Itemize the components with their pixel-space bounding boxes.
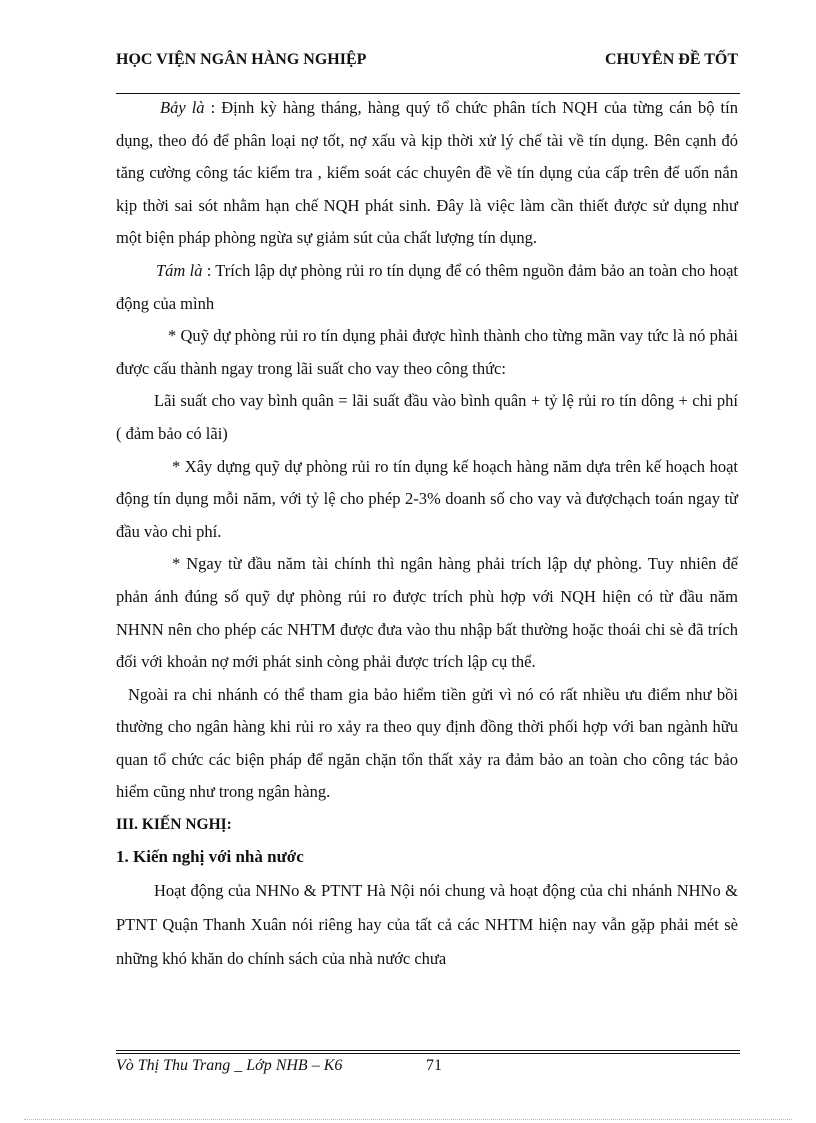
- paragraph-bay-la: [116, 92, 738, 255]
- header-institution: HỌC VIỆN NGÂN HÀNG NGHIỆP: [116, 51, 367, 68]
- header-report-type: CHUYÊN ĐỀ TỐT: [604, 51, 738, 68]
- paragraph-lead: Tám là: [156, 260, 203, 280]
- document-body: [116, 92, 738, 976]
- paragraph-quy-du-phong: * Quỹ dự phòng rủi ro tín dụng phải được hình thành cho từng mãn vay tức là nó phải được cấu thành ngay trong lãi suất cho vay theo công thức:: [116, 326, 738, 378]
- paragraph-tam-la: [116, 255, 738, 320]
- paragraph-ngoai-ra: Ngoài ra chi nhánh có thể tham gia bảo hiểm tiền gửi vì nó có rất nhiều ưu điểm như bồi thường cho ngân hàng khi rủi ro xảy ra theo quy định đồng thời phối hợp với ban ngành hữu quan tổ chức các biện pháp để ngăn chặn tổn thất xảy ra đảm bảo an toàn cho công tác bảo hiểm cũng như trong ngân hàng.: [116, 684, 738, 802]
- paragraph-lead: Bảy là: [160, 98, 205, 117]
- paragraph-text: : Trích lập dự phòng rủi ro tín dụng để có thêm nguồn đảm bảo an toàn cho hoạt động của mình: [116, 260, 738, 313]
- page-edge-divider: [24, 1119, 792, 1120]
- page-footer: [116, 1055, 442, 1077]
- section-heading: III. KIẾN NGHỊ:: [116, 816, 232, 834]
- paragraph-ngay-tu-dau: * Ngay từ đầu năm tài chính thì ngân hàng phải trích lập dự phòng. Tuy nhiên để phản ánh đúng số quỹ dự phòng rủi ro được trích phù hợp với NQH hiện có từ đầu năm NHNN nên cho phép các NHTM được đưa vào thu nhập bất thường hoặc thoái chi sè đã trích đối với khoản nợ mới phát sinh còng phải được trích lập cụ thể.: [116, 554, 738, 672]
- paragraph-hoat-dong: Hoạt động của NHNo & PTNT Hà Nội nói chung và hoạt động của chi nhánh NHNo & PTNT Quận Thanh Xuân nói riêng hay của tất cả các NHTM hiện nay vẫn gặp phải mét sè những khó khăn do chính sách của nhà nước chưa: [116, 881, 738, 969]
- footer-rule: [116, 1053, 740, 1054]
- paragraph-formula: Lãi suất cho vay bình quân = lãi suất đầu vào bình quân + tỷ lệ rủi ro tín dông + chi phí ( đảm bảo có lãi): [116, 391, 738, 443]
- footer-rule: [116, 1050, 740, 1051]
- footer-author: Vò Thị Thu Trang _ Lớp NHB – K6: [116, 1057, 343, 1074]
- paragraph-text: : Định kỳ hàng tháng, hàng quý tổ chức phân tích NQH của từng cán bộ tín dụng, theo đó để phân loại nợ tốt, nợ xấu và kịp thời xử lý chế tài về tín dụng. Bên cạnh đó tăng cường công tác kiểm tra , kiểm soát các chuyên đề về tín dụng của cấp trên để uốn nắn kịp thời sai sót nhằm hạn chế NQH phát sinh. Đây là việc làm cần thiết được sử dụng như một biện pháp phòng ngừa sự giảm sút của chất lượng tín dụng.: [116, 98, 738, 248]
- page-number: 71: [426, 1057, 442, 1074]
- subsection-heading: 1. Kiến nghị với nhà nước: [116, 847, 304, 867]
- paragraph-xay-dung: * Xây dựng quỹ dự phòng rủi ro tín dụng kế hoạch hàng năm dựa trên kế hoạch hoạt động tín dụng mỗi năm, với tỷ lệ cho phép 2-3% doanh số cho vay và đượchạch toán ngay từ đầu vào chi phí.: [116, 456, 738, 541]
